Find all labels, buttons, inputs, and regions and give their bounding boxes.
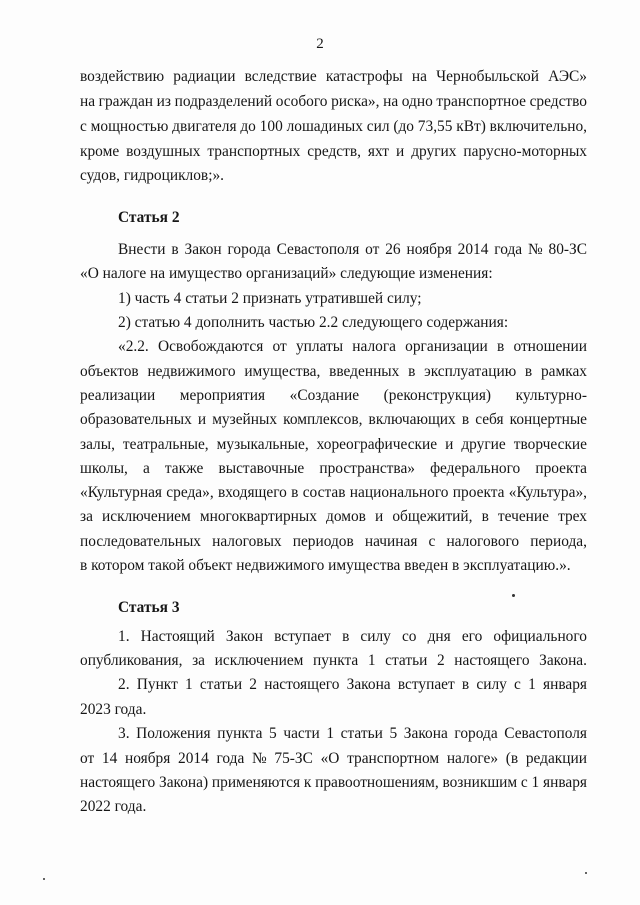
article-3-heading: Статья 3	[118, 599, 180, 616]
text-line: 2022 года.	[80, 798, 147, 815]
quote-line: за исключением многоквартирных домов и общежитий, в течение трех	[80, 508, 587, 525]
quote-line: в котором такой объект недвижимого имущества введен в эксплуатацию.».	[80, 557, 571, 574]
text-line: 1. Настоящий Закон вступает в силу со дня его официального	[118, 628, 587, 645]
scan-speck	[585, 872, 587, 874]
list-item: 2) статью 4 дополнить частью 2.2 следующего содержания:	[118, 314, 509, 331]
text-line: с мощностью двигателя до 100 лошадиных сил (до 73,55 кВт) включительно,	[80, 118, 587, 135]
quote-line: школы, а также выставочные пространства» федерального проекта	[80, 460, 587, 477]
quote-line: залы, театральные, музыкальные, хореографические и другие творческие	[80, 436, 587, 453]
quote-line: объектов недвижимого имущества, введенных в эксплуатацию в рамках	[80, 363, 587, 380]
quote-line: образовательных и музейных комплексов, включающих в себя концертные	[80, 411, 587, 428]
text-line: 2023 года.	[80, 701, 147, 718]
text-line: воздействию радиации вследствие катастрофы на Чернобыльской АЭС»	[80, 68, 587, 85]
text-line: кроме воздушных транспортных средств, яхт и других парусно-моторных	[80, 143, 587, 160]
quote-line: реализации мероприятия «Создание (реконструкция) культурно-	[80, 387, 587, 404]
text-line: 3. Положения пункта 5 части 1 статьи 5 Закона города Севастополя	[118, 725, 587, 742]
list-item: 1) часть 4 статьи 2 признать утратившей силу;	[118, 290, 422, 307]
text-line: настоящего Закона) применяются к правоотношениям, возникшим с 1 января	[80, 774, 587, 791]
text-line: Внести в Закон города Севастополя от 26 ноября 2014 года № 80-ЗС	[118, 241, 587, 258]
text-line: 2. Пункт 1 статьи 2 настоящего Закона вступает в силу с 1 января	[118, 676, 587, 693]
article-2-heading: Статья 2	[118, 209, 180, 226]
text-line: судов, гидроциклов;».	[80, 167, 225, 184]
quote-line: «2.2. Освобождаются от уплаты налога организации в отношении	[118, 338, 587, 355]
quote-line: «Культурная среда», входящего в состав национального проекта «Культура»,	[80, 484, 587, 501]
text-line: «О налоге на имущество организаций» следующие изменения:	[80, 265, 493, 282]
scan-speck	[43, 878, 45, 880]
text-line: на граждан из подразделений особого риска», на одно транспортное средство	[80, 93, 587, 110]
text-line: опубликования, за исключением пункта 1 статьи 2 настоящего Закона.	[80, 652, 587, 669]
text-line: от 14 ноября 2014 года № 75-ЗС «О транспортном налоге» (в редакции	[80, 750, 587, 767]
page-number: 2	[316, 36, 324, 52]
scan-speck	[512, 594, 515, 597]
quote-line: последовательных налоговых периодов начиная с налогового периода,	[80, 533, 587, 550]
